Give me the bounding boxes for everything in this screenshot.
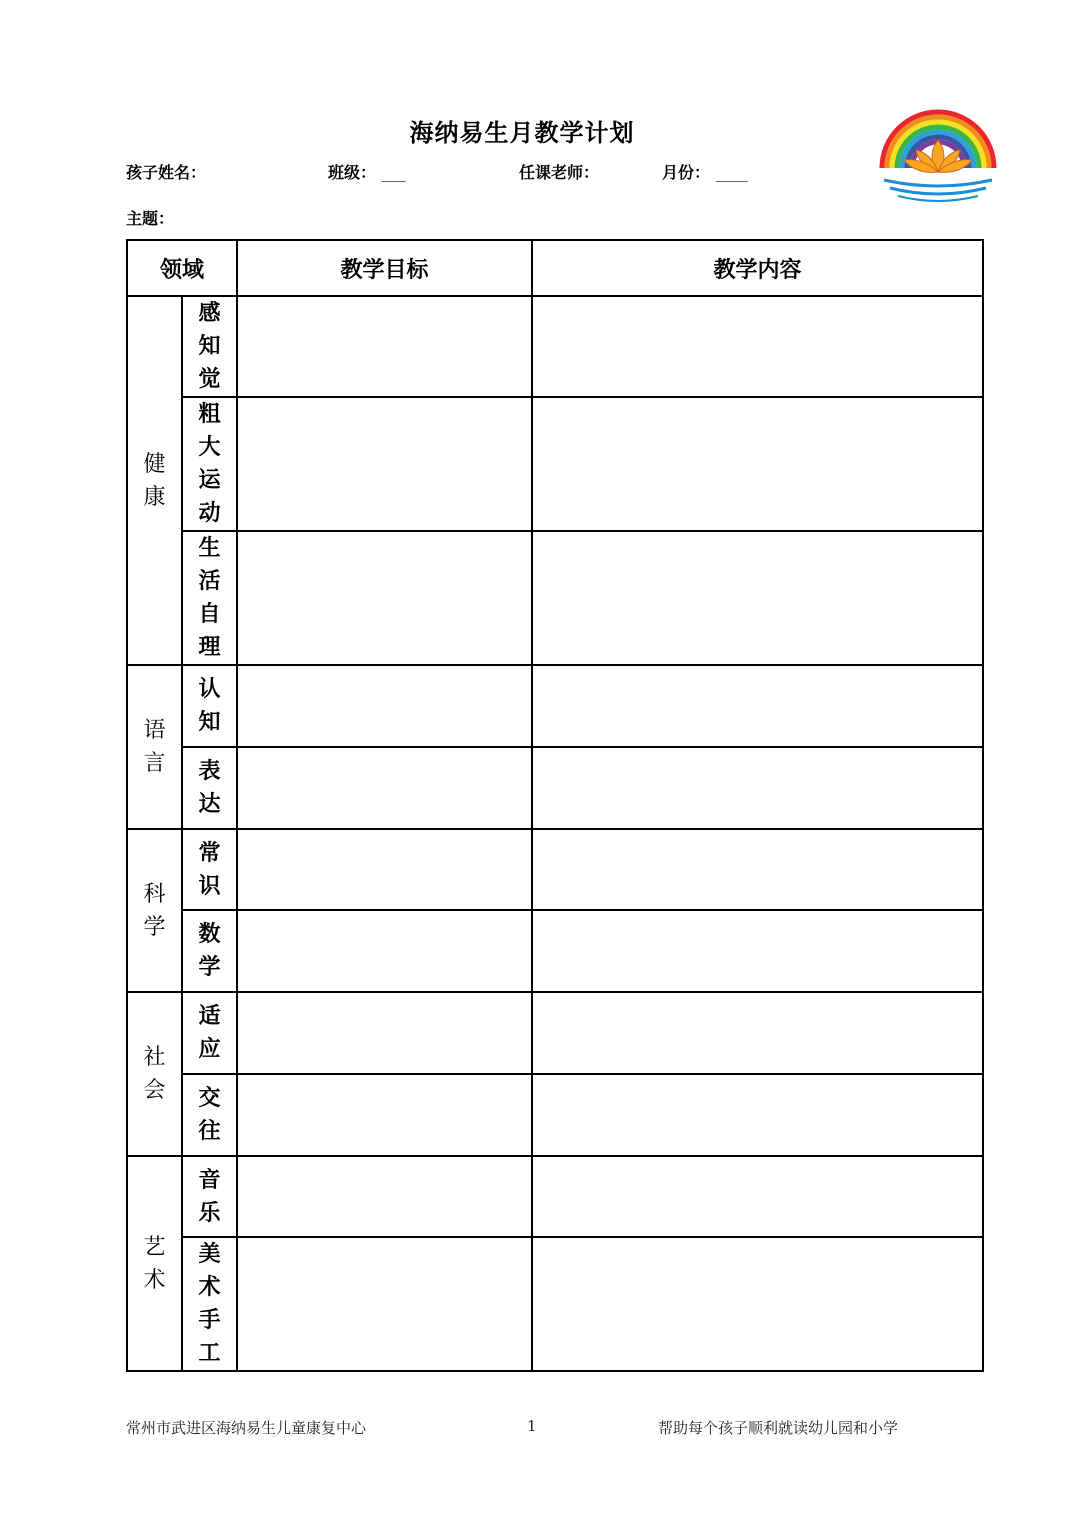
domain-cell: [127, 296, 182, 665]
subdomain-cell: [182, 397, 237, 531]
table-row: [127, 397, 983, 531]
goal-cell[interactable]: [237, 665, 532, 747]
content-cell[interactable]: [532, 665, 983, 747]
table-header-row: [127, 240, 983, 296]
page-title: 海纳易生月教学计划: [409, 118, 635, 147]
subdomain-cell: [182, 531, 237, 665]
goal-cell[interactable]: [237, 531, 532, 665]
content-cell[interactable]: [532, 1074, 983, 1156]
domain-cell: [127, 829, 182, 992]
table-row: [127, 1074, 983, 1156]
subdomain-cell: [182, 665, 237, 747]
domain-label: 健康: [143, 451, 166, 510]
subdomain-label: 交往: [198, 1085, 221, 1144]
footer-organization: 常州市武进区海纳易生儿童康复中心: [126, 1419, 367, 1437]
subdomain-label: 美术手工: [198, 1241, 221, 1366]
month-field: [662, 160, 748, 183]
domain-cell: [127, 1156, 182, 1371]
subdomain-label: 感知觉: [198, 300, 221, 392]
page-number: 1: [527, 1417, 537, 1435]
goal-cell[interactable]: [237, 992, 532, 1074]
rainbow-lotus-logo: [874, 80, 1002, 208]
content-cell[interactable]: [532, 397, 983, 531]
domain-cell: [127, 992, 182, 1156]
subdomain-cell: [182, 910, 237, 992]
content-cell[interactable]: [532, 1237, 983, 1371]
goal-cell[interactable]: [237, 296, 532, 397]
domain-label: 语言: [143, 718, 166, 776]
class-field: [328, 160, 406, 183]
subdomain-label: 数学: [198, 921, 221, 980]
content-cell[interactable]: [532, 910, 983, 992]
class-label: 班级：: [328, 163, 377, 182]
content-cell[interactable]: [532, 747, 983, 829]
table-row: [127, 910, 983, 992]
subdomain-label: 认知: [198, 676, 221, 735]
child-name-label: 孩子姓名：: [126, 163, 207, 182]
domain-cell: [127, 665, 182, 829]
header-goal: 教学目标: [237, 240, 532, 296]
theme-label: 主题：: [126, 209, 175, 228]
domain-label: 艺术: [143, 1234, 166, 1293]
subdomain-cell: [182, 747, 237, 829]
content-cell[interactable]: [532, 992, 983, 1074]
month-label: 月份：: [662, 163, 711, 182]
goal-cell[interactable]: [237, 747, 532, 829]
subdomain-cell: [182, 1156, 237, 1237]
content-cell[interactable]: [532, 829, 983, 910]
table-row: [127, 1156, 983, 1237]
subdomain-label: 音乐: [198, 1166, 221, 1226]
table-row: [127, 531, 983, 665]
teacher-label: 任课老师：: [519, 163, 600, 182]
goal-cell[interactable]: [237, 1237, 532, 1371]
table-row: [127, 296, 983, 397]
content-cell[interactable]: [532, 1156, 983, 1237]
header-domain: 领域: [127, 240, 237, 296]
subdomain-cell: [182, 829, 237, 910]
subdomain-label: 适应: [198, 1003, 221, 1062]
table-row: [127, 747, 983, 829]
domain-label: 社会: [143, 1045, 166, 1103]
content-cell[interactable]: [532, 531, 983, 665]
goal-cell[interactable]: [237, 829, 532, 910]
subdomain-cell: [182, 992, 237, 1074]
teaching-plan-table: [126, 239, 984, 1372]
class-blank: ___: [381, 163, 406, 182]
table-row: [127, 829, 983, 910]
table-row: [127, 665, 983, 747]
subdomain-label: 粗大运动: [198, 401, 221, 526]
subdomain-cell: [182, 1074, 237, 1156]
subdomain-cell: [182, 1237, 237, 1371]
subdomain-cell: [182, 296, 237, 397]
subdomain-label: 表达: [198, 758, 221, 817]
table-row: [127, 992, 983, 1074]
footer-slogan: 帮助每个孩子顺利就读幼儿园和小学: [658, 1419, 899, 1437]
goal-cell[interactable]: [237, 1156, 532, 1237]
domain-label: 科学: [143, 881, 166, 940]
header-content: 教学内容: [532, 240, 983, 296]
goal-cell[interactable]: [237, 910, 532, 992]
subdomain-label: 生活自理: [198, 535, 221, 660]
subdomain-label: 常识: [198, 839, 221, 899]
goal-cell[interactable]: [237, 397, 532, 531]
table-row: [127, 1237, 983, 1371]
month-blank: ____: [715, 163, 748, 182]
content-cell[interactable]: [532, 296, 983, 397]
goal-cell[interactable]: [237, 1074, 532, 1156]
